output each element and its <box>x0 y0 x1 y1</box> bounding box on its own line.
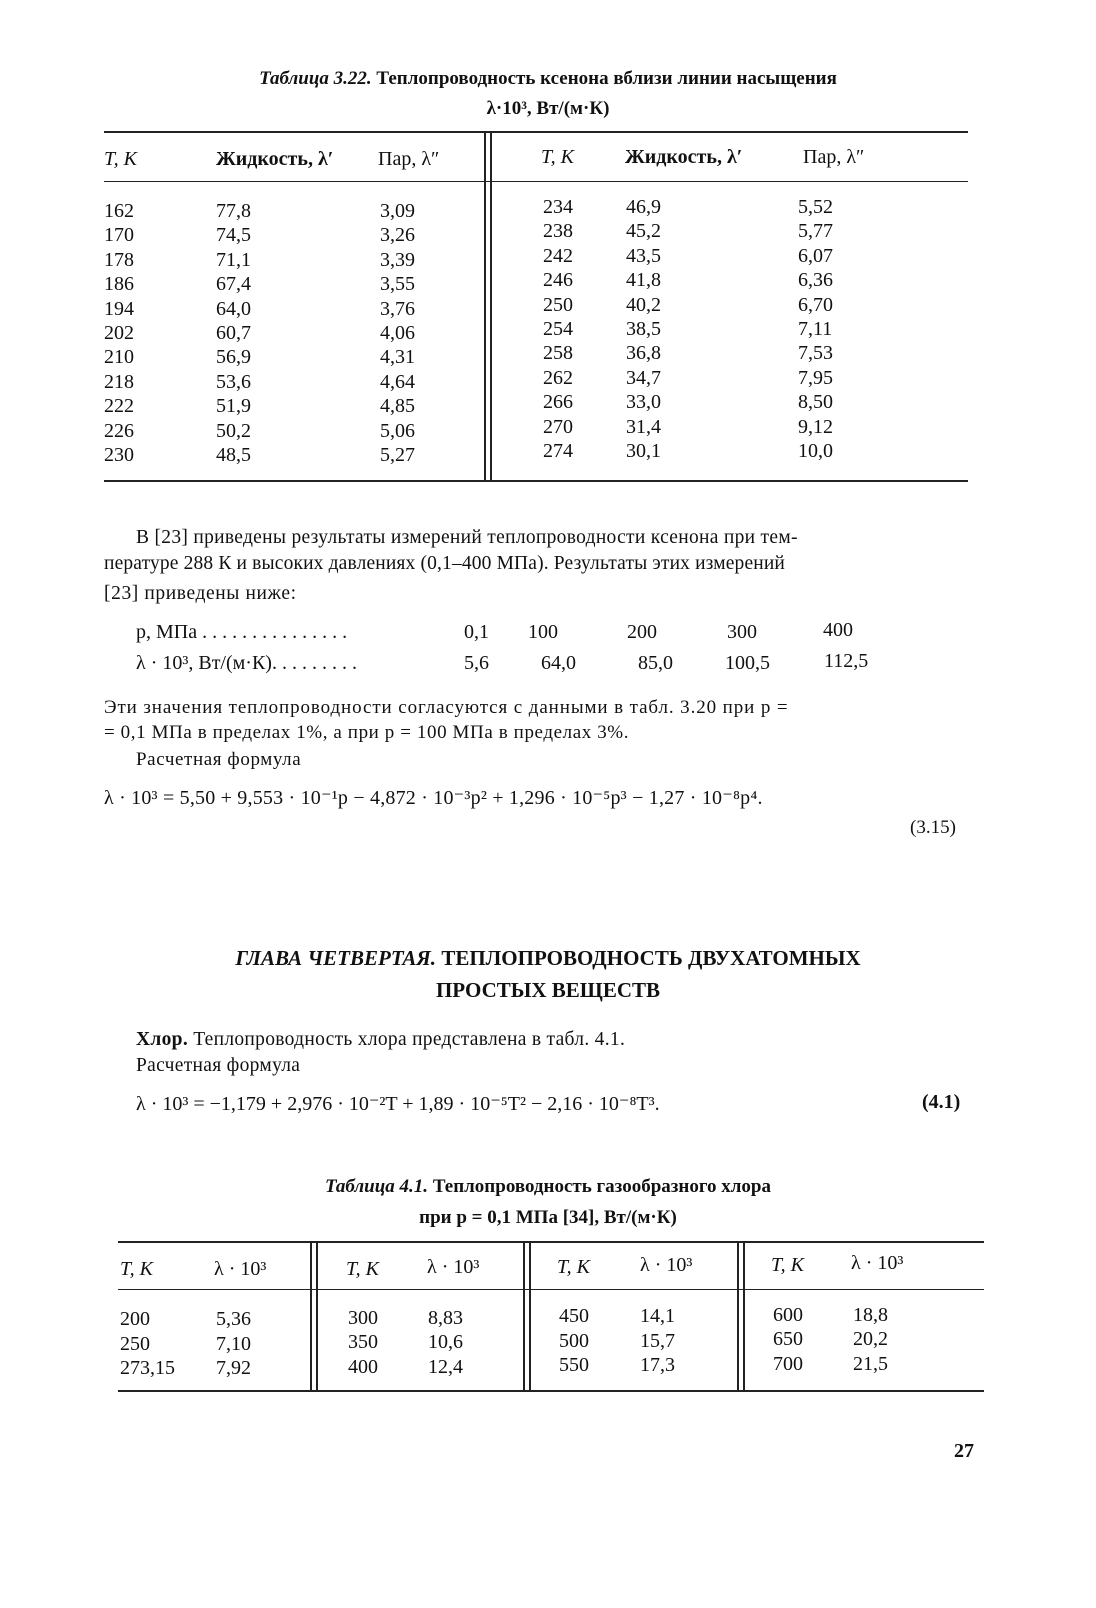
table-3-22-vapor-cell: 5,27 <box>380 444 415 466</box>
table-3-22-vapor-cell: 6,70 <box>798 293 833 316</box>
table-4-1-lambda-cell: 21,5 <box>853 1352 888 1375</box>
formula-3-15: λ · 10³ = 5,50 + 9,553 · 10⁻¹p − 4,872 · 10⁻³p² + 1,296 · 10⁻⁵p³ − 1,27 · 10⁻⁸p⁴. <box>104 787 763 809</box>
table-3-22-liquid-cell: 41,8 <box>626 269 661 292</box>
table-3-22-header-liquid-left: Жидкость, λ′ <box>216 148 334 170</box>
table-4-1-lambda-cell: 20,2 <box>853 1328 888 1350</box>
table-3-22-liquid-cell: 60,7 <box>216 322 251 344</box>
table-4-1-header-rule <box>118 1289 984 1290</box>
table-3-22-vapor-cell: 6,07 <box>798 244 833 267</box>
formula-3-15-number: (3.15) <box>910 817 956 838</box>
table-4-1-t-cell: 350 <box>348 1331 378 1353</box>
table-4-1-t-cell: 400 <box>348 1355 378 1378</box>
paragraph-1-line-1: В [23] приведены результаты измерений теплопроводности ксенона при тем- <box>136 527 798 548</box>
paragraph-2-line-1: Эти значения теплопроводности согласуются с данными в табл. 3.20 при p = <box>104 697 789 718</box>
table-3-22-vapor-cell: 3,39 <box>380 248 415 271</box>
table-4-1-lambda-cell: 7,92 <box>216 1357 251 1379</box>
table-3-22-t-cell: 186 <box>104 273 134 296</box>
table-4-1-t-cell: 500 <box>559 1329 589 1352</box>
table-3-22-t-cell: 262 <box>543 366 573 389</box>
table-3-22-vapor-cell: 4,85 <box>380 395 415 418</box>
table-3-22-t-cell: 210 <box>104 346 134 369</box>
table-3-22-liquid-cell: 51,9 <box>216 395 251 418</box>
table-4-1-divider-3 <box>737 1243 745 1390</box>
table-4-1-lambda-cell: 12,4 <box>428 1355 463 1378</box>
page-number: 27 <box>954 1440 974 1462</box>
table-4-1-header-t: T, K <box>557 1256 590 1278</box>
table-3-22-header-vapor-left: Пар, λ″ <box>378 148 440 170</box>
conductivity-value: 85,0 <box>638 652 673 674</box>
table-3-22-liquid-cell: 40,2 <box>626 293 661 316</box>
chapter-title: ТЕПЛОПРОВОДНОСТЬ ДВУХАТОМНЫХ <box>441 946 861 970</box>
table-3-22-vapor-cell: 8,50 <box>798 391 833 414</box>
table-4-1-header-t: T, K <box>771 1254 804 1276</box>
table-3-22-t-cell: 222 <box>104 395 134 418</box>
table-3-22-t-cell: 178 <box>104 248 134 271</box>
conductivity-value: 112,5 <box>824 650 869 672</box>
table-3-22-t-cell: 246 <box>543 269 573 292</box>
table-3-22-vapor-cell: 3,55 <box>380 273 415 296</box>
conductivity-value: 64,0 <box>541 652 576 674</box>
chlorine-paragraph-line-1 <box>136 1029 625 1051</box>
table-4-1-lambda-cell: 14,1 <box>640 1305 675 1327</box>
table-3-22-t-cell: 226 <box>104 419 134 442</box>
table-4-1-caption-label: Таблица 4.1. <box>325 1176 429 1197</box>
table-4-1-lambda-cell: 8,83 <box>428 1306 463 1329</box>
table-4-1-lambda-cell: 5,36 <box>216 1308 251 1330</box>
table-3-22-liquid-cell: 46,9 <box>626 196 661 218</box>
paragraph-1-line-3: [23] приведены ниже: <box>104 583 297 604</box>
table-4-1-t-cell: 273,15 <box>120 1357 175 1379</box>
table-3-22-t-cell: 270 <box>543 415 573 438</box>
table-3-22-caption-text: Теплопроводность ксенона вблизи линии насыщения <box>376 68 837 89</box>
pressure-value: 300 <box>727 621 757 643</box>
table-3-22-t-cell: 230 <box>104 444 134 466</box>
table-3-22-t-cell: 170 <box>104 224 134 247</box>
table-3-22-liquid-cell: 38,5 <box>626 318 661 340</box>
table-4-1-caption-line1 <box>0 1176 1096 1198</box>
table-3-22-liquid-cell: 36,8 <box>626 342 661 365</box>
table-3-22-vapor-cell: 4,31 <box>380 346 415 369</box>
table-3-22-liquid-cell: 53,6 <box>216 370 251 393</box>
paragraph-1-line-2: пературе 288 К и высоких давлениях (0,1–400 МПа). Результаты этих измерений <box>104 553 786 574</box>
table-3-22-bottom-rule <box>104 480 968 482</box>
conductivity-value: 5,6 <box>464 652 489 674</box>
table-3-22-liquid-cell: 43,5 <box>626 244 661 267</box>
table-3-22-vapor-cell: 7,53 <box>798 342 833 365</box>
table-3-22-vapor-cell: 3,26 <box>380 224 415 247</box>
table-3-22-liquid-cell: 48,5 <box>216 444 251 466</box>
table-3-22-caption-line1 <box>0 68 1096 90</box>
table-4-1-t-cell: 250 <box>120 1332 150 1355</box>
table-3-22-vapor-cell: 5,52 <box>798 196 833 218</box>
table-3-22-column-divider <box>484 133 492 480</box>
table-3-22-liquid-cell: 64,0 <box>216 297 251 320</box>
table-4-1-t-cell: 450 <box>559 1305 589 1327</box>
table-3-22-liquid-cell: 34,7 <box>626 366 661 389</box>
table-4-1-caption-text: Теплопроводность газообразного хлора <box>432 1176 771 1197</box>
table-3-22-caption-label: Таблица 3.22. <box>259 68 372 89</box>
table-4-1-lambda-cell: 17,3 <box>640 1354 675 1376</box>
table-3-22-t-cell: 258 <box>543 342 573 365</box>
table-3-22-vapor-cell: 4,06 <box>380 322 415 344</box>
table-4-1-lambda-cell: 10,6 <box>428 1331 463 1353</box>
table-3-22-vapor-cell: 4,64 <box>380 370 415 393</box>
paragraph-2-line-3: Расчетная формула <box>136 749 302 770</box>
table-4-1-header-t: T, K <box>120 1258 153 1280</box>
table-3-22-vapor-cell: 5,77 <box>798 220 833 243</box>
table-3-22-t-cell: 194 <box>104 297 134 320</box>
paragraph-2-line-2: = 0,1 МПа в пределах 1%, а при p = 100 МПа в пределах 3%. <box>104 722 630 743</box>
table-4-1-header-lambda: λ · 10³ <box>851 1252 904 1274</box>
table-3-22-header-t-left: T, K <box>104 148 137 170</box>
table-4-1-divider-2 <box>523 1243 531 1390</box>
chapter-heading-line-1 <box>0 946 1096 971</box>
table-4-1-header-lambda: λ · 10³ <box>214 1258 267 1280</box>
table-3-22-t-cell: 266 <box>543 391 573 414</box>
table-3-22-top-rule <box>104 131 968 133</box>
table-3-22-liquid-cell: 77,8 <box>216 200 251 222</box>
table-3-22-header-rule <box>104 181 968 182</box>
table-3-22-header-liquid-right: Жидкость, λ′ <box>625 146 743 168</box>
table-3-22-vapor-cell: 10,0 <box>798 440 833 462</box>
table-4-1-t-cell: 700 <box>773 1352 803 1375</box>
table-3-22-caption-units: λ·10³, Вт/(м·К) <box>486 98 610 119</box>
table-3-22-t-cell: 234 <box>543 196 573 218</box>
table-3-22-header-vapor-right: Пар, λ″ <box>803 146 865 168</box>
table-3-22-liquid-cell: 33,0 <box>626 391 661 414</box>
table-3-22-t-cell: 162 <box>104 200 134 222</box>
table-4-1-bottom-rule <box>118 1390 984 1392</box>
pressure-value: 100 <box>528 621 558 643</box>
pressure-value: 400 <box>823 619 853 641</box>
pressure-value: 200 <box>627 621 657 643</box>
table-4-1-caption-line2: при p = 0,1 МПа [34], Вт/(м·К) <box>419 1207 677 1228</box>
table-4-1-divider-1 <box>310 1243 318 1390</box>
table-3-22-liquid-cell: 50,2 <box>216 419 251 442</box>
table-3-22-liquid-cell: 31,4 <box>626 415 661 438</box>
chlorine-heading: Хлор. <box>136 1029 188 1050</box>
table-3-22-t-cell: 254 <box>543 318 573 340</box>
conductivity-value: 100,5 <box>725 652 770 674</box>
table-3-22-liquid-cell: 30,1 <box>626 440 661 462</box>
conductivity-row-label: λ · 10³, Вт/(м·К). . . . . . . . . <box>136 652 357 674</box>
table-3-22-vapor-cell: 5,06 <box>380 419 415 442</box>
table-3-22-liquid-cell: 56,9 <box>216 346 251 369</box>
pressure-row-label: p, МПа . . . . . . . . . . . . . . . <box>136 621 348 643</box>
table-4-1-lambda-cell: 18,8 <box>853 1303 888 1326</box>
table-3-22-vapor-cell: 6,36 <box>798 269 833 292</box>
table-4-1-t-cell: 550 <box>559 1354 589 1376</box>
chapter-heading-line-2: ПРОСТЫХ ВЕЩЕСТВ <box>435 978 661 1002</box>
formula-4-1: λ · 10³ = −1,179 + 2,976 · 10⁻²T + 1,89 · 10⁻⁵T² − 2,16 · 10⁻⁸T³. <box>136 1093 660 1115</box>
table-4-1-t-cell: 300 <box>348 1306 378 1329</box>
table-4-1-header-t: T, K <box>346 1258 379 1280</box>
chlorine-text: Теплопроводность хлора представлена в табл. 4.1. <box>193 1029 626 1050</box>
table-3-22-t-cell: 274 <box>543 440 573 462</box>
table-3-22-t-cell: 250 <box>543 293 573 316</box>
table-3-22-liquid-cell: 45,2 <box>626 220 661 243</box>
formula-4-1-number: (4.1) <box>922 1091 961 1113</box>
table-3-22-liquid-cell: 71,1 <box>216 248 251 271</box>
chapter-label: ГЛАВА ЧЕТВЕРТАЯ. <box>235 946 437 970</box>
table-4-1-lambda-cell: 15,7 <box>640 1329 675 1352</box>
table-3-22-vapor-cell: 7,11 <box>798 318 833 340</box>
table-3-22-liquid-cell: 67,4 <box>216 273 251 296</box>
table-4-1-t-cell: 650 <box>773 1328 803 1350</box>
table-3-22-liquid-cell: 74,5 <box>216 224 251 247</box>
table-4-1-t-cell: 200 <box>120 1308 150 1330</box>
table-3-22-vapor-cell: 7,95 <box>798 366 833 389</box>
table-3-22-t-cell: 202 <box>104 322 134 344</box>
table-4-1-lambda-cell: 7,10 <box>216 1332 251 1355</box>
table-4-1-header-lambda: λ · 10³ <box>427 1256 480 1278</box>
table-4-1-top-rule <box>118 1241 984 1243</box>
table-3-22-t-cell: 242 <box>543 244 573 267</box>
table-4-1-header-lambda: λ · 10³ <box>640 1254 693 1276</box>
table-4-1-t-cell: 600 <box>773 1303 803 1326</box>
table-3-22-vapor-cell: 9,12 <box>798 415 833 438</box>
table-3-22-header-t-right: T, K <box>541 146 574 168</box>
table-3-22-vapor-cell: 3,76 <box>380 297 415 320</box>
table-3-22-t-cell: 218 <box>104 370 134 393</box>
pressure-value: 0,1 <box>464 621 489 643</box>
table-3-22-t-cell: 238 <box>543 220 573 243</box>
table-3-22-vapor-cell: 3,09 <box>380 200 415 222</box>
chlorine-paragraph-line-2: Расчетная формула <box>136 1055 301 1076</box>
